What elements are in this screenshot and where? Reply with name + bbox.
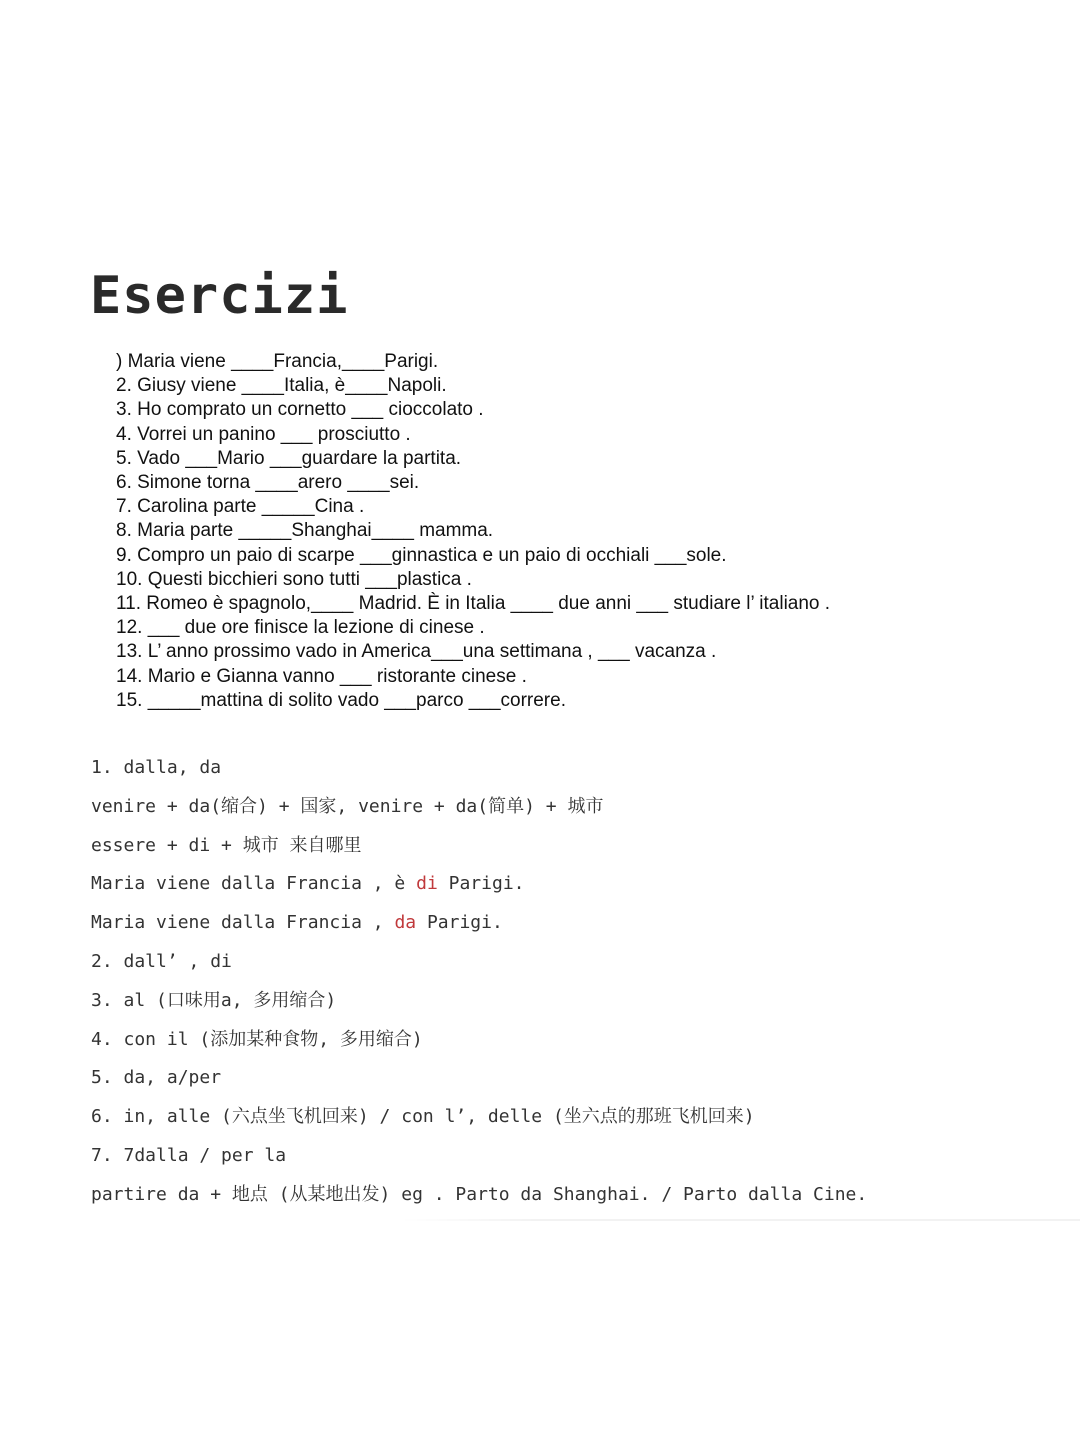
- answer-line: 3. al (口味用a, 多用缩合): [91, 989, 337, 1011]
- answer-line: partire da + 地点 (从某地出发) eg . Parto da Shanghai. / Parto dalla Cine.: [91, 1183, 868, 1205]
- exercise-text: Ho comprato un cornetto ___ cioccolato .: [131, 399, 484, 421]
- answer-line: essere + di + 城市 来自哪里: [91, 834, 362, 856]
- highlighted-preposition: di: [416, 873, 438, 895]
- exercise-number: 12.: [116, 617, 143, 639]
- exercise-item: [116, 640, 1056, 664]
- exercise-text: Simone torna ____arero ____sei.: [131, 472, 420, 494]
- exercise-number: 11.: [116, 593, 142, 615]
- exercise-text: Mario e Gianna vanno ___ ristorante cinese .: [142, 665, 527, 687]
- answer-line: 6. in, alle (六点坐飞机回来) / con l’, delle (坐六点的那班飞机回来): [91, 1106, 755, 1128]
- answer-text: Maria viene dalla Francia ,: [91, 912, 395, 934]
- answer-text: Parigi.: [437, 873, 525, 895]
- exercise-item: [116, 350, 1056, 374]
- exercise-number: 10.: [116, 568, 143, 590]
- answer-line: venire + da(缩合) + 国家, venire + da(简单) + 城市: [91, 795, 604, 817]
- exercise-number: 13.: [116, 641, 143, 663]
- answer-line: 5. da, a/per: [91, 1067, 222, 1089]
- exercise-text: Maria parte _____Shanghai____ mamma.: [131, 520, 494, 542]
- answer-line: 4. con il (添加某种食物, 多用缩合): [91, 1028, 423, 1050]
- exercise-number: 8.: [116, 520, 132, 542]
- exercise-number: 3.: [116, 399, 132, 421]
- exercise-number: 6.: [116, 472, 132, 494]
- answer-line: 7. 7dalla / per la: [91, 1144, 287, 1166]
- answer-line: 2. dall’ , di: [91, 950, 232, 972]
- exercise-text: Compro un paio di scarpe ___ginnastica e un paio di occhiali ___sole.: [131, 544, 727, 566]
- answer-line: 1. dalla, da: [91, 757, 222, 778]
- highlighted-preposition: da: [394, 912, 417, 934]
- exercise-item: [116, 374, 1056, 398]
- exercise-text: L’ anno prossimo vado in America___una settimana , ___ vacanza .: [142, 641, 717, 663]
- exercise-item: [116, 423, 1056, 447]
- answers-section: [91, 756, 1071, 1222]
- exercise-number: 14.: [116, 665, 143, 687]
- exercise-item: [116, 689, 1056, 713]
- exercise-number: 5.: [116, 447, 132, 469]
- exercise-number: 4.: [116, 423, 132, 445]
- exercise-number: 2.: [116, 375, 132, 397]
- exercise-text: ___ due ore finisce la lezione di cinese .: [142, 617, 485, 639]
- page-title: Esercizi: [90, 266, 349, 326]
- exercise-item: [116, 616, 1056, 640]
- exercise-number: 9.: [116, 544, 132, 566]
- exercise-text: Vorrei un panino ___ prosciutto .: [131, 423, 411, 445]
- exercise-item: [116, 568, 1056, 592]
- exercise-item: [116, 398, 1056, 422]
- exercise-text: Carolina parte _____Cina .: [131, 496, 365, 518]
- answer-text: Parigi.: [416, 912, 503, 934]
- answer-line: [91, 911, 1071, 950]
- answer-text: Maria viene dalla Francia , è: [91, 873, 417, 895]
- exercise-number: 15.: [116, 689, 143, 711]
- exercise-item: [116, 665, 1056, 689]
- exercise-list: [116, 350, 1056, 713]
- exercise-item: [116, 519, 1056, 543]
- exercise-text: Maria viene ____Francia,____Parigi.: [122, 351, 439, 372]
- exercise-item: [116, 447, 1056, 471]
- exercise-text: Questi bicchieri sono tutti ___plastica .: [142, 568, 472, 590]
- exercise-number: 7.: [116, 496, 132, 518]
- exercise-item: [116, 592, 1056, 616]
- answer-line: [91, 872, 1071, 911]
- exercise-item: [116, 495, 1056, 519]
- exercise-item: [116, 544, 1056, 568]
- section-divider: [400, 1219, 1080, 1221]
- exercise-text: Giusy viene ____Italia, è____Napoli.: [131, 375, 447, 397]
- exercise-text: Vado ___Mario ___guardare la partita.: [131, 447, 462, 469]
- exercise-text: _____mattina di solito vado ___parco ___correre.: [142, 689, 566, 711]
- exercise-number: ): [116, 351, 123, 372]
- exercise-text: Romeo è spagnolo,____ Madrid. È in Italia ____ due anni ___ studiare l’ italiano .: [141, 593, 831, 615]
- exercise-item: [116, 471, 1056, 495]
